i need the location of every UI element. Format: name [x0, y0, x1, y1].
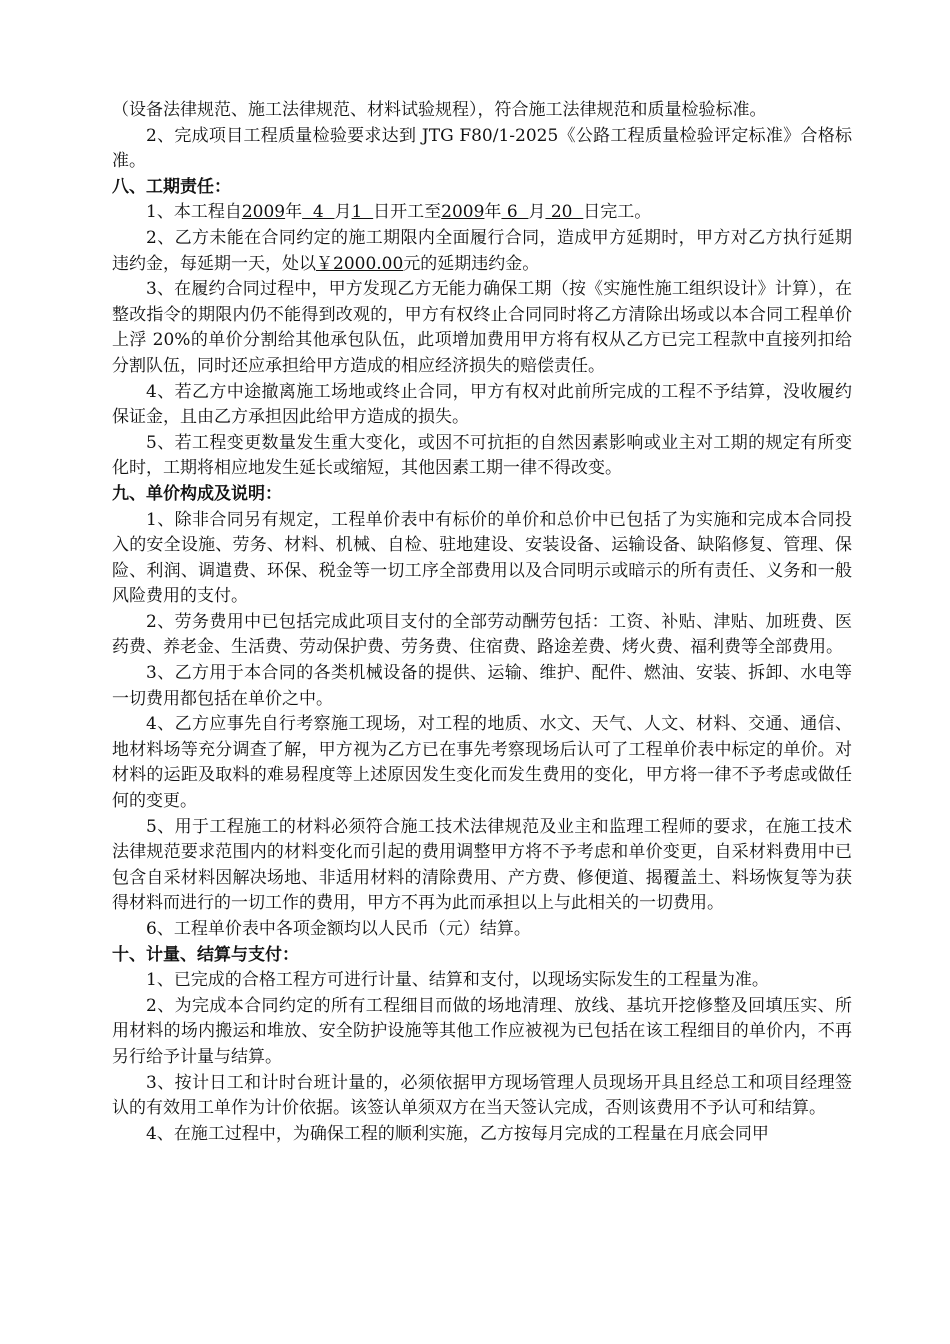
schedule-suffix: 日完工。 [583, 202, 652, 223]
paragraph-withdrawal: 4、若乙方中途撤离施工场地或终止合同，甲方有权对此前所完成的工程不予结算，没收履约保证金，且由乙方承担因此给甲方造成的损失。 [112, 381, 852, 428]
paragraph-labor-cost: 2、劳务费用中已包括完成此项目支付的全部劳动酬劳包括：工资、补贴、津贴、加班费、医药费、养老金、生活费、劳动保护费、劳务费、住宿费、路途差费、烤火费、福利费等全部费用。 [112, 611, 852, 658]
paragraph-site-survey: 4、乙方应事先自行考察施工现场，对工程的地质、水文、天气、人文、材料、交通、通信、地材料场等充分调查了解，甲方视为乙方已在事先考察现场后认可了工程单价表中标定的单价。对材料的运距及取料的难易程度等上述原因发生变化而发生费用的变化，甲方将一律不予考虑或做任何的变更。 [112, 714, 852, 812]
paragraph-machinery-cost: 3、乙方用于本合同的各类机械设备的提供、运输、维护、配件、燃油、安装、拆卸、水电等一切费用都包括在单价之中。 [112, 663, 852, 709]
document-body [112, 98, 852, 1147]
paragraph-delay-penalty [112, 226, 852, 277]
schedule-prefix: 1、本工程自 [146, 202, 242, 223]
start-day: 1 [351, 202, 374, 223]
penalty-text-before: 2、乙方未能在合同约定的施工期限内全面履行合同，造成甲方延期时，甲方对乙方执行延期违约金，每延期一天，处以 [112, 227, 852, 274]
paragraph-measurement: 1、已完成的合格工程方可进行计量、结算和支付，以现场实际发生的工程量为准。 [146, 970, 769, 991]
month-label: 月 [528, 202, 546, 223]
paragraph-termination: 3、在履约合同过程中，甲方发现乙方无能力确保工期（按《实施性施工组织设计》计算），在整改指令的期限内仍不能得到改观的，甲方有权终止合同同时将乙方清除出场或以本合同工程单价上浮 20%的单价分割给其他承包队伍，此项增加费用甲方将有权从乙方已完工程款中直接列扣给分割队伍，同时还应承担给甲方造成的相应经济损失的赔偿责任。 [112, 279, 852, 376]
paragraph-monthly-settlement: 4、在施工过程中，为确保工程的顺利实施，乙方按每月完成的工程量在月底会同甲 [146, 1123, 769, 1144]
paragraph-schedule-change: 5、若工程变更数量发生重大变化，或因不可抗拒的自然因素影响或业主对工期的规定有所变化时，工期将相应地发生延长或缩短，其他因素工期一律不得改变。 [112, 432, 852, 479]
paragraph-included-work: 2、为完成本合同约定的所有工程细目而做的场地清理、放线、基坑开挖修整及回填压实、所用材料的场内搬运和堆放、安全防护设施等其他工作应被视为已包括在该工程细目的单价内，不再另行给予计量与结算。 [112, 995, 852, 1067]
paragraph-unit-price-scope: 1、除非合同另有规定，工程单价表中有标价的单价和总价中已包括了为实施和完成本合同投入的安全设施、劳务、材料、机械、自检、驻地建设、安装设备、运输设备、缺陷修复、管理、保险、利润、调遣费、环保、税金等一切工序全部费用以及合同明示或暗示的所有责任、义务和一般风险费用的支付。 [112, 509, 852, 607]
paragraph-currency: 6、工程单价表中各项金额均以人民币（元）结算。 [146, 919, 531, 939]
paragraph-materials: 5、用于工程施工的材料必须符合施工技术法律规范及业主和监理工程师的要求，在施工技术法律规范要求范围内的材料变化而引起的费用调整甲方将不予考虑和单价变更，自采材料费用中已包含自采材料因解决场地、非适用材料的清除费用、产方费、修便道、揭覆盖土、料场恢复等为获得材料而进行的一切工作的费用，甲方不再为此而承担以上与此相关的一切费用。 [112, 816, 852, 914]
paragraph-schedule-dates [112, 200, 852, 226]
end-month: 6 [501, 202, 529, 223]
year-label: 年 [484, 202, 502, 223]
end-year: 2009 [441, 202, 485, 223]
paragraph-quality-standard: 2、完成项目工程质量检验要求达到 JTG F80/1-2025《公路工程质量检验评定标准》合格标准。 [112, 125, 852, 172]
penalty-text-after: 元的延期违约金。 [403, 253, 540, 274]
paragraph-top-line1: （设备法律规范、施工法律规范、材料试验规程），符合施工法律规范和质量检验标准。 [112, 100, 767, 120]
end-day: 20 [545, 202, 584, 223]
start-month: 4 [302, 202, 335, 223]
paragraph-daywork: 3、按计日工和计时台班计量的，必须依据甲方现场管理人员现场开具且经总工和项目经理签认的有效用工单作为计价依据。该签认单须双方在当天签认完成，否则该费用不予认可和结算。 [112, 1072, 852, 1119]
month-label: 月 [334, 202, 352, 223]
section-heading-unit-price: 九、单价构成及说明： [112, 483, 282, 504]
section-heading-payment: 十、计量、结算与支付： [112, 944, 299, 965]
start-label: 日开工至 [373, 202, 442, 223]
penalty-amount: ￥2000.00 [316, 253, 404, 274]
section-heading-schedule: 八、工期责任： [112, 176, 231, 197]
year-label: 年 [285, 202, 303, 223]
start-year: 2009 [241, 202, 286, 223]
